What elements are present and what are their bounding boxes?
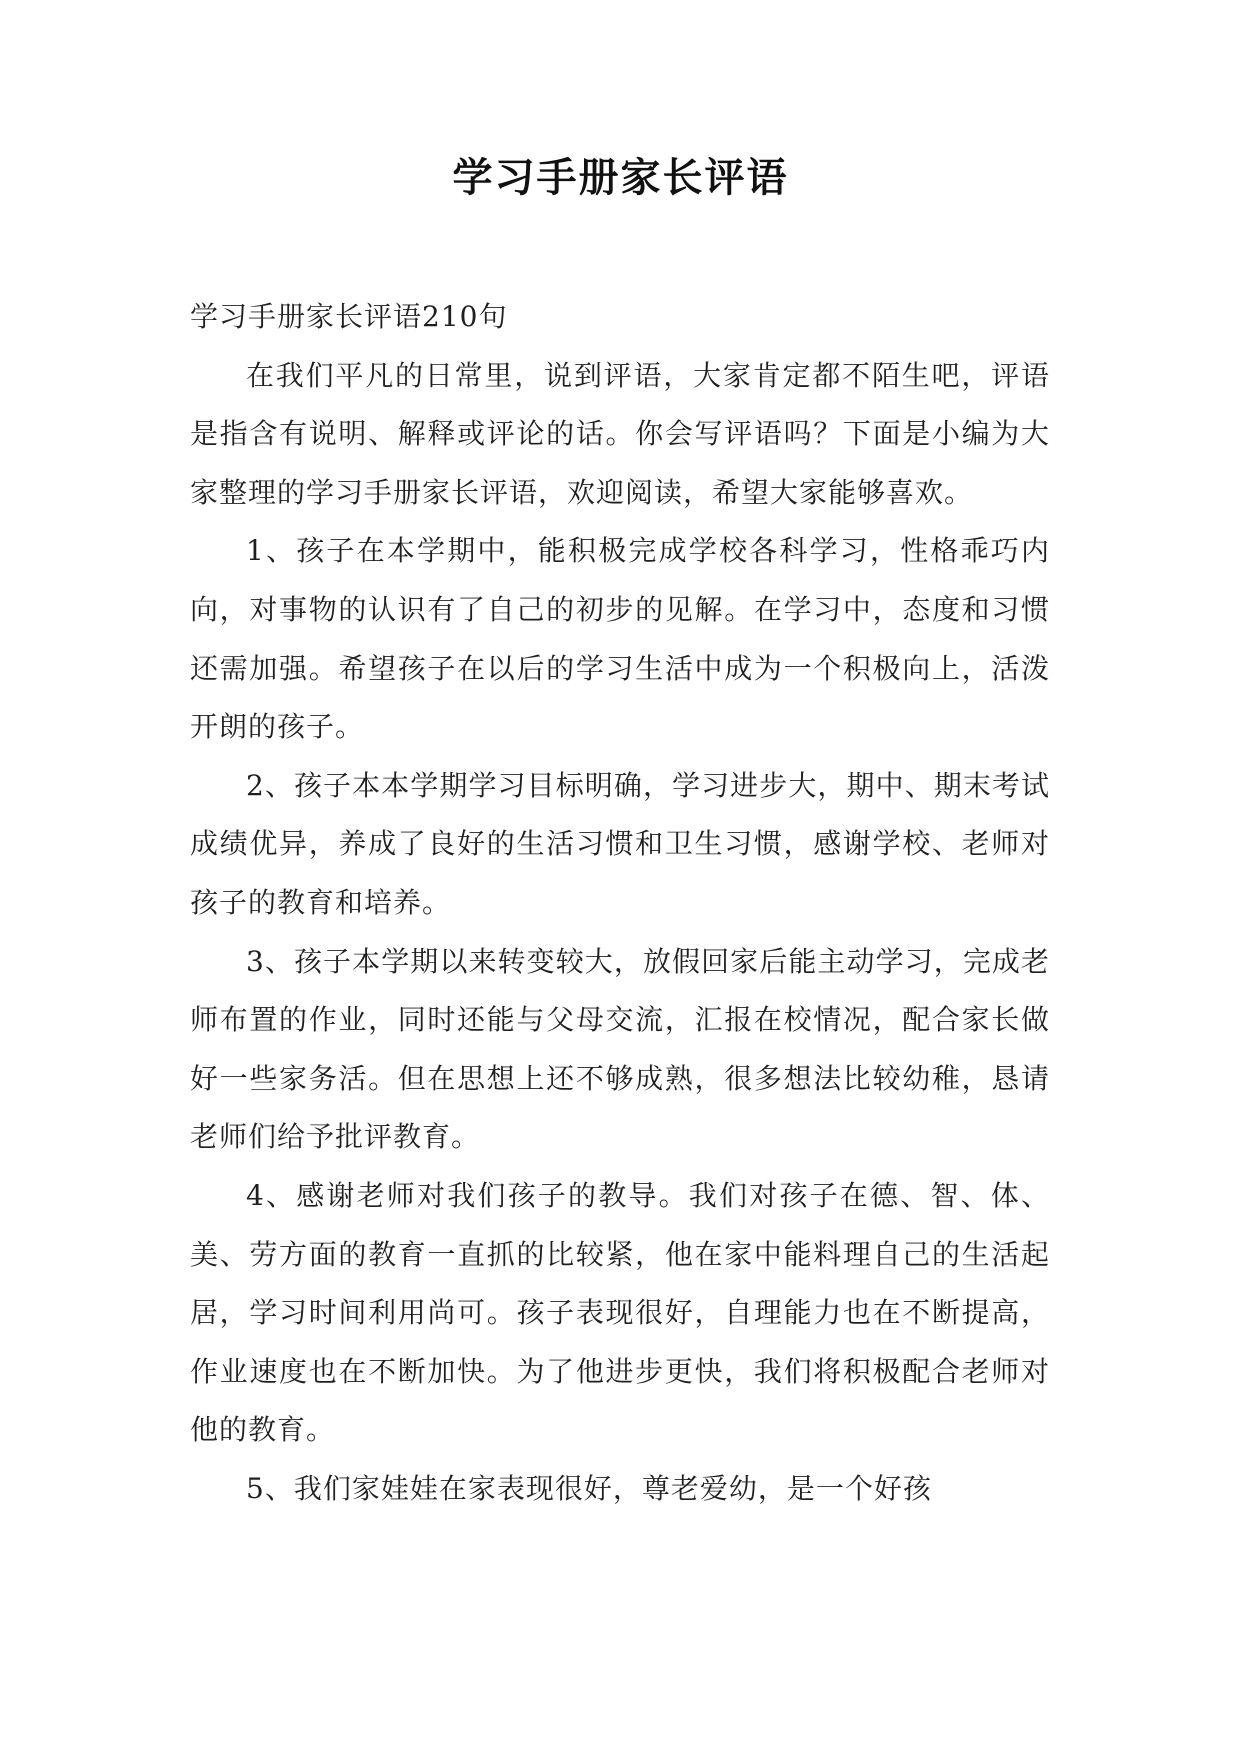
paragraph-item-2: 2、孩子本本学期学习目标明确，学习进步大，期中、期末考试成绩优异，养成了良好的生活习惯和卫生习惯，感谢学校、老师对孩子的教育和培养。 [190,768,1050,919]
paragraph-item-5: 5、我们家娃娃在家表现很好，尊老爱幼，是一个好孩 [246,1471,932,1505]
paragraph-item-4: 4、感谢老师对我们孩子的教导。我们对孩子在德、智、体、美、劳方面的教育一直抓的比较紧，他在家中能料理自己的生活起居，学习时间利用尚可。孩子表现很好，自理能力也在不断提高，作业速度也在不断加快。为了他进步更快，我们将积极配合老师对他的教育。 [190,1178,1050,1447]
paragraph-item-3: 3、孩子本学期以来转变较大，放假回家后能主动学习，完成老师布置的作业，同时还能与父母交流，汇报在校情况，配合家长做好一些家务活。但在思想上还不够成熟，很多想法比较幼稚，恳请老师们给予批评教育。 [190,944,1050,1154]
paragraph-item-1: 1、孩子在本学期中，能积极完成学校各科学习，性格乖巧内向，对事物的认识有了自己的初步的见解。在学习中，态度和习惯还需加强。希望孩子在以后的学习生活中成为一个积极向上，活泼开朗的孩子。 [190,534,1050,744]
document-subtitle: 学习手册家长评语210句 [190,300,508,333]
document-title: 学习手册家长评语 [452,155,789,201]
paragraph-intro: 在我们平凡的日常里，说到评语，大家肯定都不陌生吧，评语是指含有说明、解释或评论的话。你会写评语吗？下面是小编为大家整理的学习手册家长评语，欢迎阅读，希望大家能够喜欢。 [190,358,1050,509]
document-body [190,288,1050,1518]
